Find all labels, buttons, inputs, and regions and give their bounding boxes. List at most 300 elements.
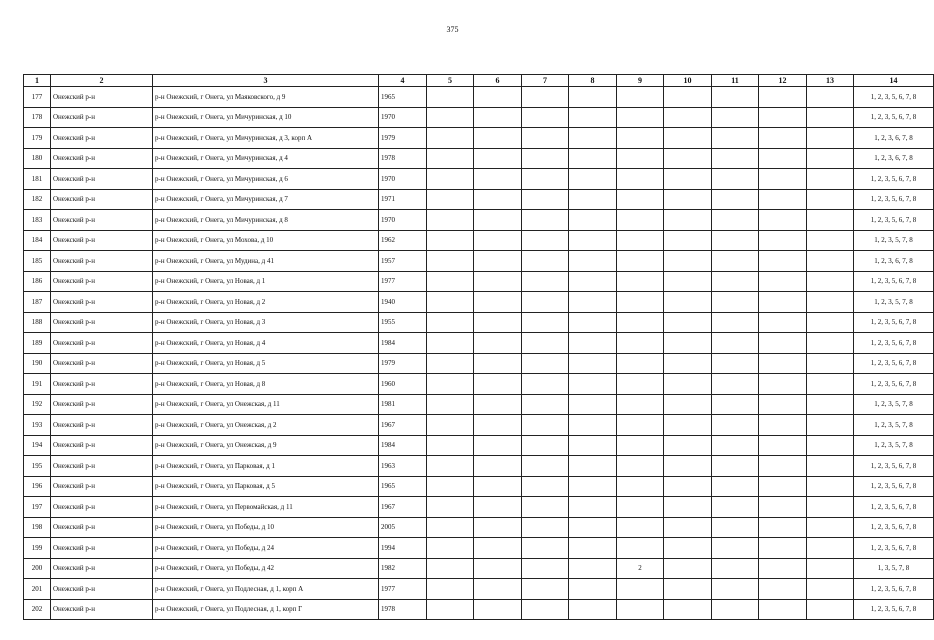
- year-cell: 1984: [379, 435, 427, 456]
- col-8-cell: [569, 456, 617, 477]
- col-9-cell: [617, 292, 664, 313]
- col-12-cell: [759, 292, 807, 313]
- table-row: [24, 435, 934, 456]
- col-12-cell: [759, 169, 807, 190]
- col-8-cell: [569, 251, 617, 272]
- col-9-cell: [617, 128, 664, 149]
- address-cell: р-н Онежский, г Онега, ул Мичуринская, д 6: [153, 169, 379, 190]
- row-number: 191: [24, 374, 51, 395]
- address-cell: р-н Онежский, г Онега, ул Парковая, д 1: [153, 456, 379, 477]
- col-6-cell: [474, 374, 522, 395]
- district-cell: Онежский р-н: [51, 374, 153, 395]
- col-11-cell: [712, 292, 759, 313]
- column-header-1: 1: [24, 75, 51, 87]
- col-6-cell: [474, 271, 522, 292]
- col-11-cell: [712, 579, 759, 600]
- address-cell: р-н Онежский, г Онега, ул Мичуринская, д 7: [153, 189, 379, 210]
- col-5-cell: [427, 189, 474, 210]
- col-12-cell: [759, 456, 807, 477]
- col-7-cell: [522, 476, 569, 497]
- district-cell: Онежский р-н: [51, 148, 153, 169]
- year-cell: 1970: [379, 169, 427, 190]
- year-cell: 1971: [379, 189, 427, 210]
- col-8-cell: [569, 415, 617, 436]
- district-cell: Онежский р-н: [51, 558, 153, 579]
- row-number: 178: [24, 107, 51, 128]
- col-7-cell: [522, 251, 569, 272]
- col-7-cell: [522, 353, 569, 374]
- year-cell: 1960: [379, 374, 427, 395]
- col-7-cell: [522, 374, 569, 395]
- col-5-cell: [427, 599, 474, 620]
- table-row: [24, 374, 934, 395]
- col-10-cell: [664, 333, 712, 354]
- col-10-cell: [664, 517, 712, 538]
- col-8-cell: [569, 517, 617, 538]
- col-7-cell: [522, 517, 569, 538]
- row-number: 188: [24, 312, 51, 333]
- col-11-cell: [712, 456, 759, 477]
- col-5-cell: [427, 292, 474, 313]
- col-11-cell: [712, 210, 759, 231]
- col-7-cell: [522, 394, 569, 415]
- address-cell: р-н Онежский, г Онега, ул Мичуринская, д 10: [153, 107, 379, 128]
- address-cell: р-н Онежский, г Онега, ул Новая, д 2: [153, 292, 379, 313]
- codes-cell: 1, 2, 3, 5, 6, 7, 8: [854, 189, 934, 210]
- col-6-cell: [474, 148, 522, 169]
- col-11-cell: [712, 271, 759, 292]
- col-6-cell: [474, 599, 522, 620]
- row-number: 193: [24, 415, 51, 436]
- col-5-cell: [427, 87, 474, 108]
- district-cell: Онежский р-н: [51, 312, 153, 333]
- row-number: 198: [24, 517, 51, 538]
- col-8-cell: [569, 271, 617, 292]
- col-12-cell: [759, 128, 807, 149]
- col-7-cell: [522, 230, 569, 251]
- col-9-cell: [617, 456, 664, 477]
- row-number: 180: [24, 148, 51, 169]
- address-cell: р-н Онежский, г Онега, ул Новая, д 1: [153, 271, 379, 292]
- row-number: 186: [24, 271, 51, 292]
- col-7-cell: [522, 497, 569, 518]
- year-cell: 1970: [379, 107, 427, 128]
- district-cell: Онежский р-н: [51, 210, 153, 231]
- col-9-cell: [617, 87, 664, 108]
- col-6-cell: [474, 497, 522, 518]
- col-12-cell: [759, 435, 807, 456]
- year-cell: 1970: [379, 210, 427, 231]
- col-5-cell: [427, 579, 474, 600]
- col-12-cell: [759, 189, 807, 210]
- page-number: 375: [446, 25, 459, 34]
- col-11-cell: [712, 415, 759, 436]
- col-13-cell: [807, 189, 854, 210]
- housing-register-table: [23, 74, 934, 620]
- col-13-cell: [807, 394, 854, 415]
- col-8-cell: [569, 394, 617, 415]
- col-11-cell: [712, 517, 759, 538]
- table-row: [24, 456, 934, 477]
- table-row: [24, 128, 934, 149]
- column-header-9: 9: [617, 75, 664, 87]
- col-8-cell: [569, 128, 617, 149]
- col-5-cell: [427, 107, 474, 128]
- col-11-cell: [712, 333, 759, 354]
- table-row: [24, 415, 934, 436]
- col-13-cell: [807, 292, 854, 313]
- year-cell: 1979: [379, 128, 427, 149]
- address-cell: р-н Онежский, г Онега, ул Маяковского, д 9: [153, 87, 379, 108]
- col-6-cell: [474, 292, 522, 313]
- col-9-cell: [617, 394, 664, 415]
- col-5-cell: [427, 312, 474, 333]
- col-13-cell: [807, 148, 854, 169]
- row-number: 190: [24, 353, 51, 374]
- col-11-cell: [712, 128, 759, 149]
- col-11-cell: [712, 189, 759, 210]
- row-number: 196: [24, 476, 51, 497]
- district-cell: Онежский р-н: [51, 333, 153, 354]
- col-9-cell: [617, 312, 664, 333]
- col-13-cell: [807, 271, 854, 292]
- codes-cell: 1, 2, 3, 5, 6, 7, 8: [854, 169, 934, 190]
- col-11-cell: [712, 538, 759, 559]
- col-12-cell: [759, 312, 807, 333]
- col-5-cell: [427, 230, 474, 251]
- codes-cell: 1, 2, 3, 5, 6, 7, 8: [854, 374, 934, 395]
- col-13-cell: [807, 128, 854, 149]
- col-12-cell: [759, 579, 807, 600]
- col-9-cell: [617, 107, 664, 128]
- col-9-cell: [617, 374, 664, 395]
- col-8-cell: [569, 87, 617, 108]
- codes-cell: 1, 2, 3, 5, 6, 7, 8: [854, 333, 934, 354]
- codes-cell: 1, 2, 3, 5, 6, 7, 8: [854, 456, 934, 477]
- row-number: 199: [24, 538, 51, 559]
- row-number: 201: [24, 579, 51, 600]
- row-number: 182: [24, 189, 51, 210]
- col-11-cell: [712, 251, 759, 272]
- table-row: [24, 599, 934, 620]
- row-number: 187: [24, 292, 51, 313]
- district-cell: Онежский р-н: [51, 579, 153, 600]
- col-9-cell: [617, 189, 664, 210]
- col-9-cell: [617, 333, 664, 354]
- col-13-cell: [807, 497, 854, 518]
- district-cell: Онежский р-н: [51, 538, 153, 559]
- codes-cell: 1, 2, 3, 5, 7, 8: [854, 415, 934, 436]
- col-8-cell: [569, 169, 617, 190]
- year-cell: 1957: [379, 251, 427, 272]
- col-9-cell: [617, 476, 664, 497]
- codes-cell: 1, 2, 3, 5, 6, 7, 8: [854, 87, 934, 108]
- col-11-cell: [712, 435, 759, 456]
- col-8-cell: [569, 374, 617, 395]
- col-9-cell: [617, 210, 664, 231]
- col-10-cell: [664, 353, 712, 374]
- col-7-cell: [522, 107, 569, 128]
- col-12-cell: [759, 148, 807, 169]
- codes-cell: 1, 2, 3, 5, 6, 7, 8: [854, 497, 934, 518]
- year-cell: 1978: [379, 599, 427, 620]
- address-cell: р-н Онежский, г Онега, ул Новая, д 8: [153, 374, 379, 395]
- col-11-cell: [712, 476, 759, 497]
- col-6-cell: [474, 415, 522, 436]
- table-row: [24, 169, 934, 190]
- table-row: [24, 333, 934, 354]
- col-5-cell: [427, 251, 474, 272]
- col-9-cell: [617, 230, 664, 251]
- year-cell: 1965: [379, 87, 427, 108]
- col-13-cell: [807, 107, 854, 128]
- col-8-cell: [569, 353, 617, 374]
- table-row: [24, 87, 934, 108]
- col-11-cell: [712, 497, 759, 518]
- table-row: [24, 353, 934, 374]
- col-10-cell: [664, 189, 712, 210]
- codes-cell: 1, 2, 3, 6, 7, 8: [854, 128, 934, 149]
- address-cell: р-н Онежский, г Онега, ул Новая, д 3: [153, 312, 379, 333]
- col-12-cell: [759, 497, 807, 518]
- col-9-cell: [617, 538, 664, 559]
- col-12-cell: [759, 107, 807, 128]
- district-cell: Онежский р-н: [51, 353, 153, 374]
- col-5-cell: [427, 394, 474, 415]
- col-8-cell: [569, 189, 617, 210]
- col-9-cell: 2: [617, 558, 664, 579]
- year-cell: 1977: [379, 579, 427, 600]
- col-12-cell: [759, 87, 807, 108]
- col-8-cell: [569, 230, 617, 251]
- address-cell: р-н Онежский, г Онега, ул Парковая, д 5: [153, 476, 379, 497]
- col-13-cell: [807, 230, 854, 251]
- col-8-cell: [569, 538, 617, 559]
- col-10-cell: [664, 210, 712, 231]
- col-10-cell: [664, 435, 712, 456]
- col-7-cell: [522, 210, 569, 231]
- table-row: [24, 312, 934, 333]
- col-12-cell: [759, 538, 807, 559]
- table-row: [24, 251, 934, 272]
- col-5-cell: [427, 353, 474, 374]
- district-cell: Онежский р-н: [51, 271, 153, 292]
- col-12-cell: [759, 599, 807, 620]
- row-number: 194: [24, 435, 51, 456]
- table-body: [24, 87, 934, 620]
- codes-cell: 1, 2, 3, 5, 6, 7, 8: [854, 210, 934, 231]
- address-cell: р-н Онежский, г Онега, ул Первомайская, д 11: [153, 497, 379, 518]
- table-row: [24, 271, 934, 292]
- col-8-cell: [569, 107, 617, 128]
- district-cell: Онежский р-н: [51, 476, 153, 497]
- row-number: 195: [24, 456, 51, 477]
- district-cell: Онежский р-н: [51, 292, 153, 313]
- col-10-cell: [664, 87, 712, 108]
- col-11-cell: [712, 148, 759, 169]
- column-header-5: 5: [427, 75, 474, 87]
- col-9-cell: [617, 353, 664, 374]
- table-row: [24, 107, 934, 128]
- col-12-cell: [759, 558, 807, 579]
- year-cell: 1979: [379, 353, 427, 374]
- col-6-cell: [474, 456, 522, 477]
- district-cell: Онежский р-н: [51, 251, 153, 272]
- col-8-cell: [569, 210, 617, 231]
- col-5-cell: [427, 435, 474, 456]
- col-13-cell: [807, 517, 854, 538]
- col-10-cell: [664, 456, 712, 477]
- col-8-cell: [569, 148, 617, 169]
- col-11-cell: [712, 312, 759, 333]
- table-row: [24, 292, 934, 313]
- col-7-cell: [522, 312, 569, 333]
- col-12-cell: [759, 374, 807, 395]
- row-number: 200: [24, 558, 51, 579]
- year-cell: 1963: [379, 456, 427, 477]
- table-row: [24, 148, 934, 169]
- col-13-cell: [807, 169, 854, 190]
- col-13-cell: [807, 415, 854, 436]
- col-10-cell: [664, 476, 712, 497]
- year-cell: 1994: [379, 538, 427, 559]
- col-12-cell: [759, 353, 807, 374]
- col-12-cell: [759, 230, 807, 251]
- col-13-cell: [807, 353, 854, 374]
- col-11-cell: [712, 599, 759, 620]
- year-cell: 1978: [379, 148, 427, 169]
- col-12-cell: [759, 394, 807, 415]
- codes-cell: 1, 2, 3, 5, 6, 7, 8: [854, 271, 934, 292]
- col-6-cell: [474, 312, 522, 333]
- year-cell: 1967: [379, 415, 427, 436]
- col-13-cell: [807, 579, 854, 600]
- col-13-cell: [807, 210, 854, 231]
- col-5-cell: [427, 169, 474, 190]
- row-number: 189: [24, 333, 51, 354]
- col-10-cell: [664, 558, 712, 579]
- col-6-cell: [474, 230, 522, 251]
- row-number: 179: [24, 128, 51, 149]
- col-6-cell: [474, 394, 522, 415]
- col-7-cell: [522, 435, 569, 456]
- district-cell: Онежский р-н: [51, 394, 153, 415]
- table-row: [24, 394, 934, 415]
- col-13-cell: [807, 312, 854, 333]
- address-cell: р-н Онежский, г Онега, ул Мичуринская, д 4: [153, 148, 379, 169]
- district-cell: Онежский р-н: [51, 415, 153, 436]
- table-row: [24, 230, 934, 251]
- column-header-6: 6: [474, 75, 522, 87]
- col-9-cell: [617, 169, 664, 190]
- year-cell: 2005: [379, 517, 427, 538]
- address-cell: р-н Онежский, г Онега, ул Новая, д 4: [153, 333, 379, 354]
- address-cell: р-н Онежский, г Онега, ул Мохова, д 10: [153, 230, 379, 251]
- col-5-cell: [427, 271, 474, 292]
- address-cell: р-н Онежский, г Онега, ул Мичуринская, д 8: [153, 210, 379, 231]
- col-10-cell: [664, 599, 712, 620]
- address-cell: р-н Онежский, г Онега, ул Онежская, д 11: [153, 394, 379, 415]
- col-10-cell: [664, 394, 712, 415]
- col-6-cell: [474, 169, 522, 190]
- col-8-cell: [569, 579, 617, 600]
- codes-cell: 1, 2, 3, 5, 6, 7, 8: [854, 579, 934, 600]
- year-cell: 1962: [379, 230, 427, 251]
- col-13-cell: [807, 87, 854, 108]
- codes-cell: 1, 2, 3, 5, 7, 8: [854, 435, 934, 456]
- col-10-cell: [664, 271, 712, 292]
- column-header-2: 2: [51, 75, 153, 87]
- col-7-cell: [522, 189, 569, 210]
- col-10-cell: [664, 538, 712, 559]
- col-7-cell: [522, 169, 569, 190]
- col-10-cell: [664, 107, 712, 128]
- col-13-cell: [807, 435, 854, 456]
- col-5-cell: [427, 333, 474, 354]
- codes-cell: 1, 2, 3, 5, 6, 7, 8: [854, 538, 934, 559]
- col-12-cell: [759, 251, 807, 272]
- col-10-cell: [664, 169, 712, 190]
- col-8-cell: [569, 599, 617, 620]
- codes-cell: 1, 2, 3, 5, 6, 7, 8: [854, 476, 934, 497]
- col-9-cell: [617, 579, 664, 600]
- address-cell: р-н Онежский, г Онега, ул Подлесная, д 1, корп А: [153, 579, 379, 600]
- col-11-cell: [712, 230, 759, 251]
- col-5-cell: [427, 374, 474, 395]
- col-12-cell: [759, 333, 807, 354]
- col-12-cell: [759, 476, 807, 497]
- col-10-cell: [664, 251, 712, 272]
- year-cell: 1982: [379, 558, 427, 579]
- col-11-cell: [712, 107, 759, 128]
- district-cell: Онежский р-н: [51, 230, 153, 251]
- col-5-cell: [427, 415, 474, 436]
- codes-cell: 1, 2, 3, 6, 7, 8: [854, 251, 934, 272]
- col-13-cell: [807, 456, 854, 477]
- column-header-4: 4: [379, 75, 427, 87]
- district-cell: Онежский р-н: [51, 107, 153, 128]
- col-10-cell: [664, 497, 712, 518]
- col-5-cell: [427, 128, 474, 149]
- col-13-cell: [807, 374, 854, 395]
- col-6-cell: [474, 517, 522, 538]
- col-8-cell: [569, 476, 617, 497]
- address-cell: р-н Онежский, г Онега, ул Онежская, д 2: [153, 415, 379, 436]
- col-9-cell: [617, 251, 664, 272]
- col-7-cell: [522, 558, 569, 579]
- district-cell: Онежский р-н: [51, 497, 153, 518]
- codes-cell: 1, 2, 3, 5, 6, 7, 8: [854, 517, 934, 538]
- district-cell: Онежский р-н: [51, 456, 153, 477]
- col-7-cell: [522, 415, 569, 436]
- column-header-8: 8: [569, 75, 617, 87]
- col-9-cell: [617, 517, 664, 538]
- address-cell: р-н Онежский, г Онега, ул Онежская, д 9: [153, 435, 379, 456]
- row-number: 192: [24, 394, 51, 415]
- col-8-cell: [569, 558, 617, 579]
- row-number: 181: [24, 169, 51, 190]
- col-5-cell: [427, 148, 474, 169]
- codes-cell: 1, 2, 3, 5, 7, 8: [854, 394, 934, 415]
- col-9-cell: [617, 497, 664, 518]
- col-10-cell: [664, 312, 712, 333]
- col-7-cell: [522, 579, 569, 600]
- col-8-cell: [569, 497, 617, 518]
- col-12-cell: [759, 271, 807, 292]
- codes-cell: 1, 2, 3, 5, 7, 8: [854, 292, 934, 313]
- col-9-cell: [617, 435, 664, 456]
- col-13-cell: [807, 599, 854, 620]
